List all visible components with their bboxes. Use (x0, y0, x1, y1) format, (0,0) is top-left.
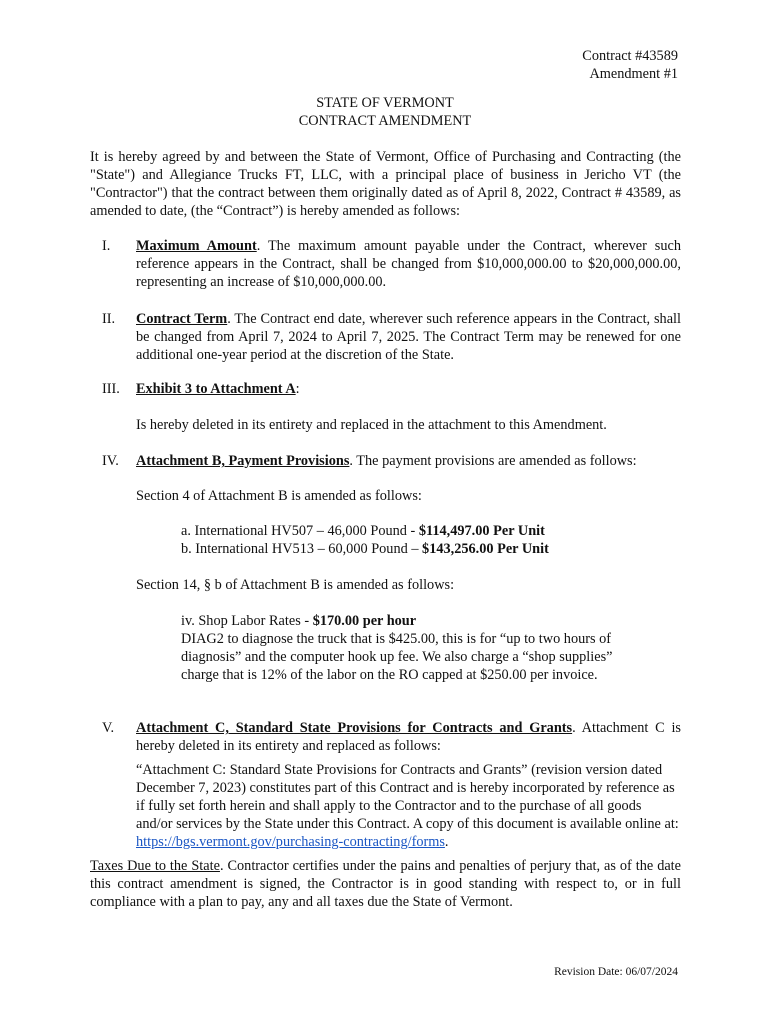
contract-number: Contract #43589 (582, 48, 678, 64)
price-item-b (181, 540, 681, 558)
section-1-number: I. (102, 238, 111, 254)
revision-date: Revision Date: 06/07/2024 (554, 966, 678, 978)
section-5-body-text: “Attachment C: Standard State Provisions for Contracts and Grants” (revision version dated December 7, 2023) constitutes part of this Contract and is hereby incorporated by reference as if fully set forth herein and shall apply to the Contractor and to the purchase of all goods and/or services by the State under this Contract. A copy of this document is available online at: (136, 762, 679, 832)
section-2-heading: Contract Term (136, 311, 228, 327)
section-4-heading: Attachment B, Payment Provisions (136, 453, 350, 469)
title-line-2: CONTRACT AMENDMENT (298, 113, 472, 129)
section-3-body: Is hereby deleted in its entirety and replaced in the attachment to this Amendment. (136, 417, 607, 433)
price-item-a (181, 522, 681, 540)
price-item-b-text: b. International HV513 – 60,000 Pound – (181, 541, 423, 557)
price-item-b-price: $143,256.00 Per Unit (422, 541, 549, 557)
bgs-forms-link[interactable]: https://bgs.vermont.gov/purchasing-contracting/forms (136, 834, 445, 850)
section-5-body (136, 761, 681, 851)
price-item-a-text: a. International HV507 – 46,000 Pound - (181, 523, 419, 539)
section-5-period: . (444, 834, 449, 850)
section-4 (136, 452, 681, 470)
taxes-text: . Contractor certifies under the pains and penalties of perjury that, as of the date this contract amendment is signed, the Contractor is in good standing with respect to, or in full compliance with a plan to pay, any and all taxes due the State of Vermont. (90, 858, 681, 910)
section-4-intro: Section 4 of Attachment B is amended as follows: (136, 488, 422, 504)
section-3 (136, 380, 681, 398)
amendment-number: Amendment #1 (589, 66, 678, 82)
document-title (0, 94, 770, 130)
taxes-heading: Taxes Due to the State (90, 858, 220, 874)
section-5-number: V. (102, 720, 115, 736)
section-3-number: III. (102, 381, 120, 397)
price-item-a-price: $114,497.00 Per Unit (418, 523, 545, 539)
section-2-text: . The Contract end date, wherever such reference appears in the Contract, shall be changed from April 7, 2024 to April 7, 2025. The Contract Term may be renewed for one additional one-year period at the discretion of the State. (136, 311, 681, 363)
section-5-heading: Attachment C, Standard State Provisions for Contracts and Grants (136, 720, 573, 736)
section-3-colon: : (295, 381, 300, 397)
contract-reference (582, 47, 678, 83)
title-line-1: STATE OF VERMONT (316, 95, 454, 111)
section-5 (136, 719, 681, 755)
section-4-number: IV. (102, 453, 119, 469)
section-1 (136, 237, 681, 291)
section-5-text: . Attachment C is hereby deleted in its entirety and replaced as follows: (136, 720, 681, 754)
shop-labor-text: iv. Shop Labor Rates - (181, 613, 313, 629)
intro-paragraph: It is hereby agreed by and between the State of Vermont, Office of Purchasing and Contracting (the "State") and Allegiance Trucks FT, LLC, with a principal place of business in Jericho VT (the "Contractor") that the contract between them originally dated as of April 8, 2022, Contract # 43589, as amended to date, (the “Contract”) is hereby amended as follows: (90, 149, 681, 219)
shop-labor-rate (181, 612, 681, 630)
section-2 (136, 310, 681, 364)
section-2-number: II. (102, 311, 116, 327)
section-14-intro: Section 14, § b of Attachment B is amended as follows: (136, 577, 455, 593)
diag-paragraph: DIAG2 to diagnose the truck that is $425.00, this is for “up to two hours of diagnosis” and the computer hook up fee. We also charge a “shop supplies” charge that is 12% of the labor on the RO capped at $250.00 per invoice. (181, 631, 613, 683)
shop-labor-price: $170.00 per hour (312, 613, 417, 629)
section-4-text: . The payment provisions are amended as follows: (349, 453, 637, 469)
section-1-text: . The maximum amount payable under the Contract, wherever such reference appears in the Contract, shall be changed from $10,000,000.00 to $20,000,000.00, representing an increase of $10,000,000.00. (136, 238, 682, 290)
section-3-heading: Exhibit 3 to Attachment A (136, 381, 296, 397)
taxes-paragraph (90, 857, 681, 911)
section-1-heading: Maximum Amount (136, 238, 257, 254)
